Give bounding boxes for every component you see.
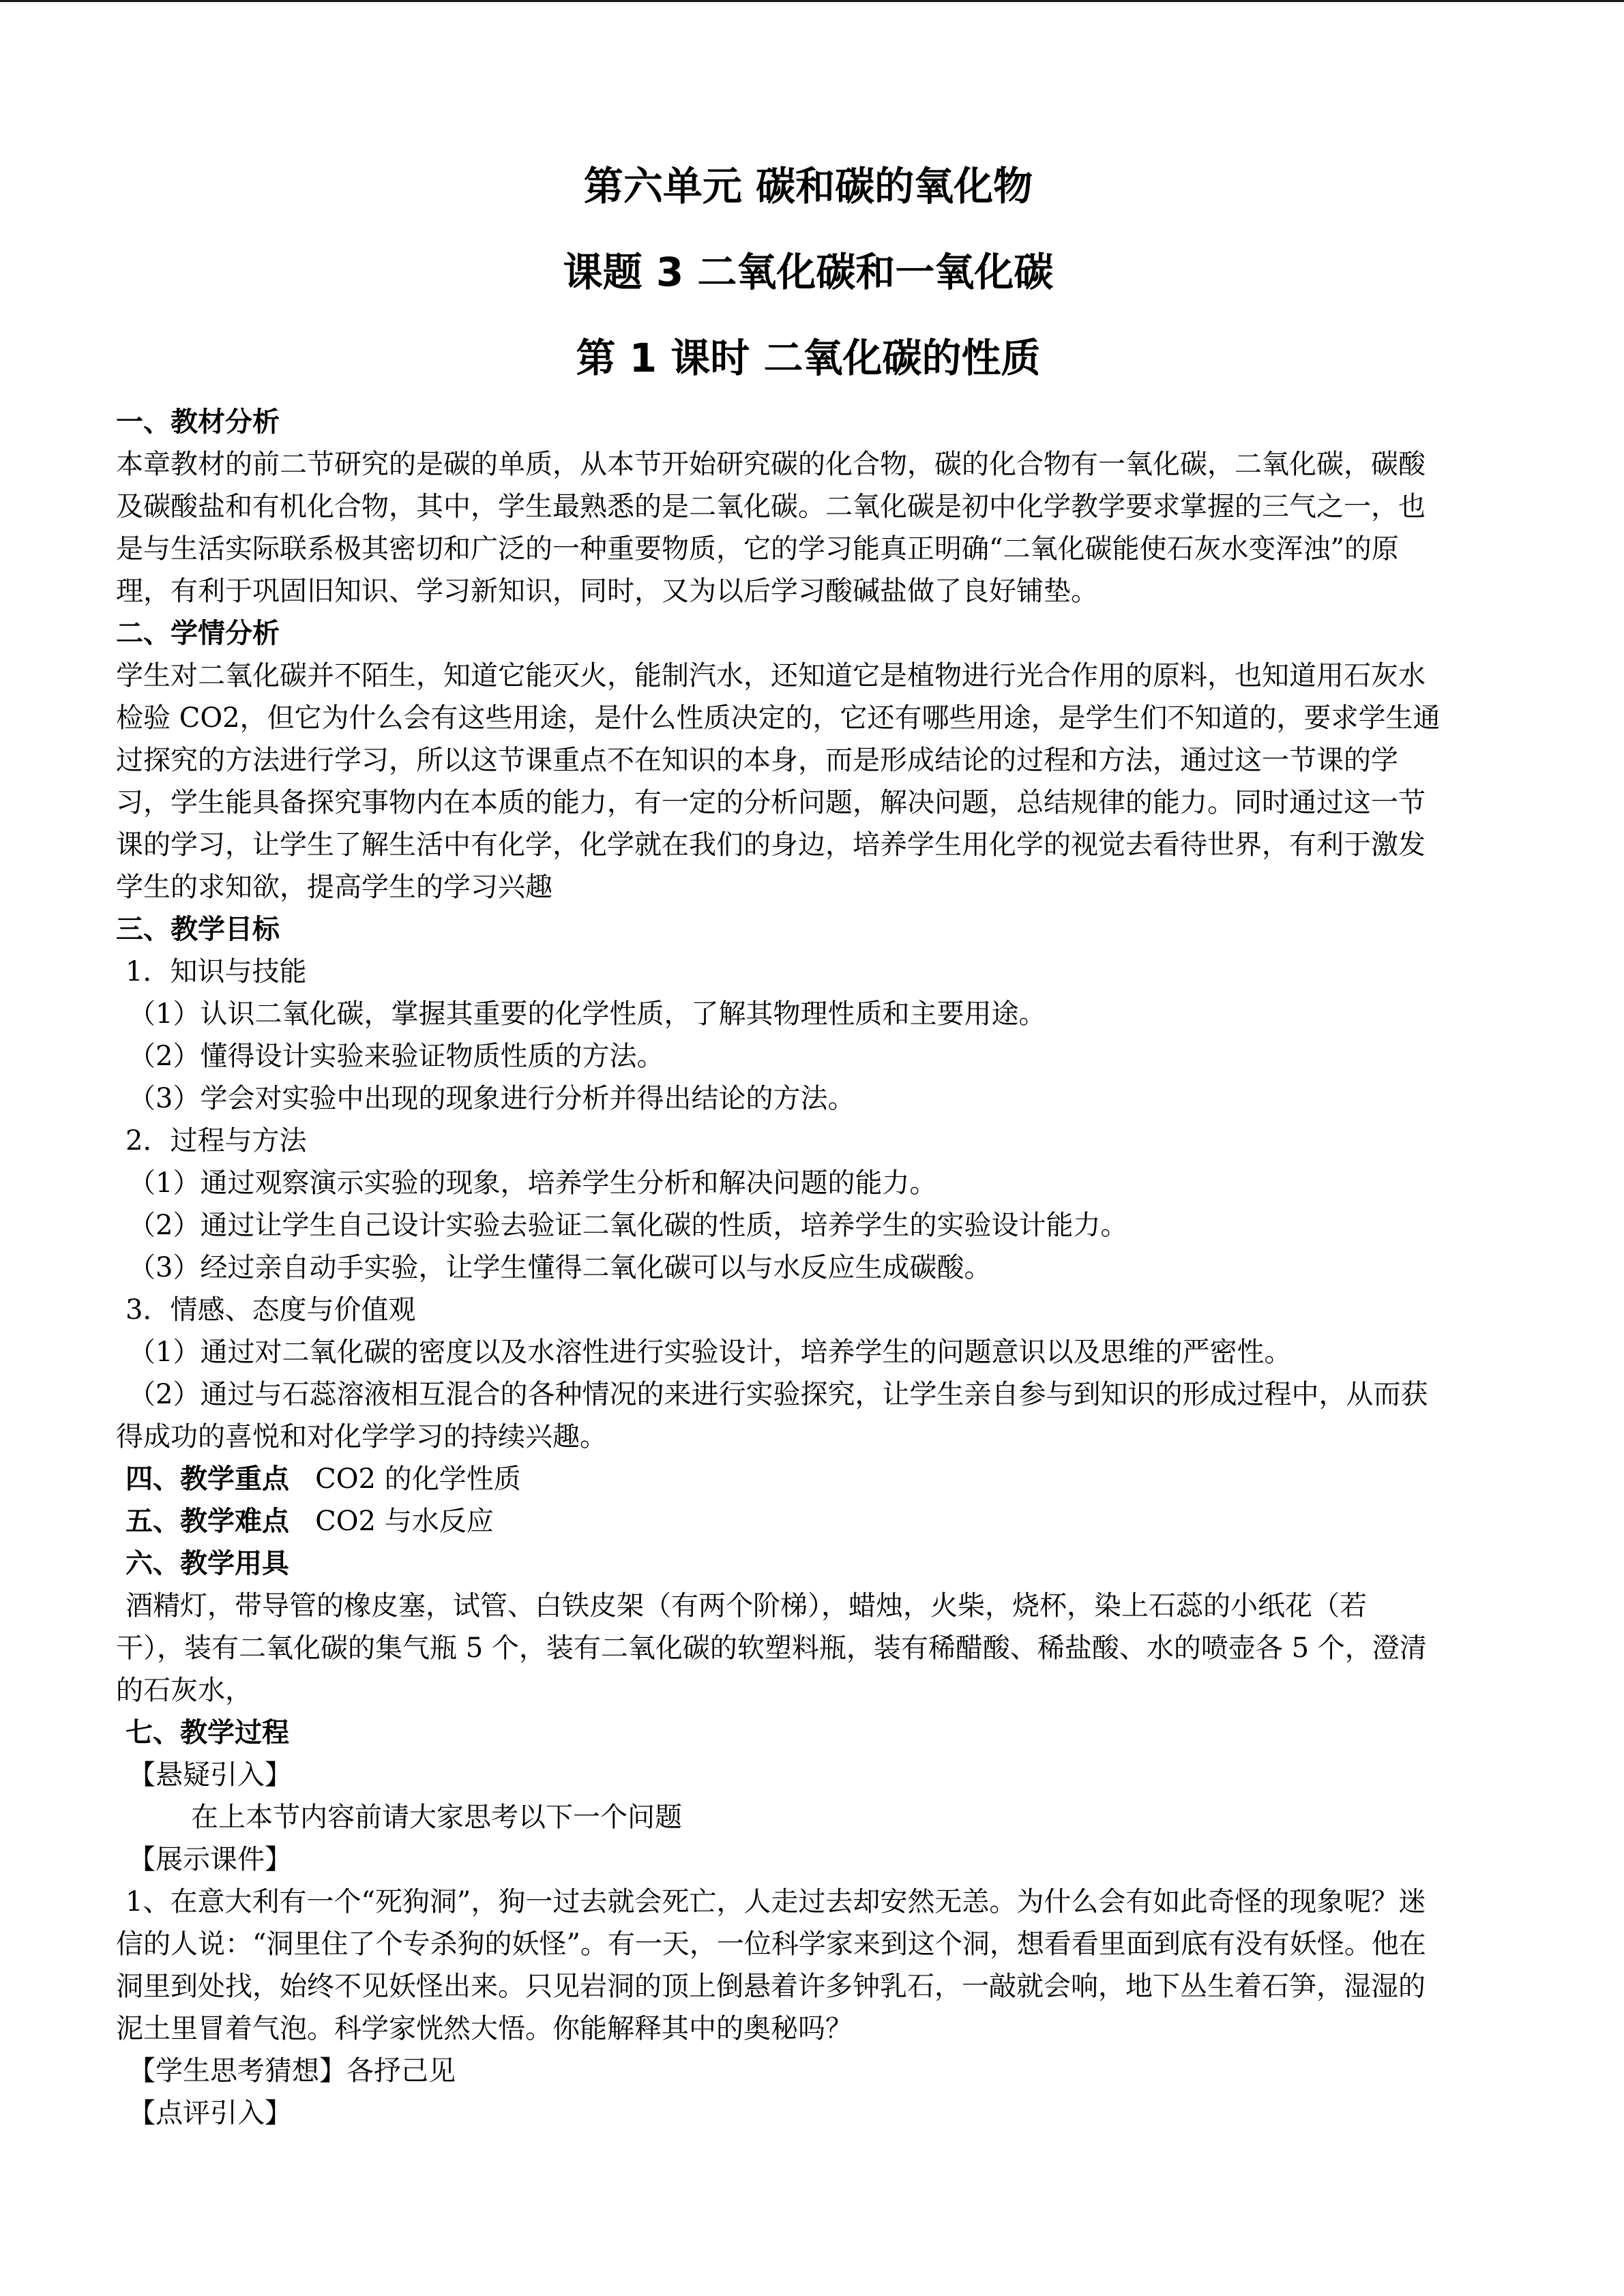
paragraph-line: 本章教材的前二节研究的是碳的单质，从本节开始研究碳的化合物，碳的化合物有一氧化碳，二氧化碳，碳酸 <box>116 449 1426 480</box>
paragraph-line: 理，有利于巩固旧知识、学习新知识，同时，又为以后学习酸碱盐做了良好铺垫。 <box>116 576 1098 607</box>
paragraph-line: 酒精灯，带导管的橡皮塞，试管、白铁皮架（有两个阶梯），蜡烛，火柴，烧杯，染上石蕊的小纸花（若 <box>126 1590 1367 1622</box>
process-step-label: 【悬疑引入】 <box>128 1759 292 1791</box>
process-step-text: 在上本节内容前请大家思考以下一个问题 <box>191 1802 682 1833</box>
goal-item: （1）认识二氧化碳，掌握其重要的化学性质，了解其物理性质和主要用途。 <box>128 998 1046 1030</box>
paragraph-line: 及碳酸盐和有机化合物，其中，学生最熟悉的是二氧化碳。二氧化碳是初中化学教学要求掌握的三气之一，也 <box>116 491 1426 522</box>
goal-item: （2）懂得设计实验来验证物质性质的方法。 <box>128 1041 664 1072</box>
process-step-label: 【展示课件】 <box>128 1844 292 1875</box>
section-heading-teaching-goals: 三、教学目标 <box>116 914 280 945</box>
paragraph-line: 1、在意大利有一个“死狗洞”，狗一过去就会死亡，人走过去却安然无恙。为什么会有如此奇怪的现象呢？迷 <box>126 1886 1426 1918</box>
difficulty-text: CO2 与水反应 <box>315 1506 494 1537</box>
goal-group-label: 2．过程与方法 <box>126 1125 307 1157</box>
goal-item: （3）学会对实验中出现的现象进行分析并得出结论的方法。 <box>128 1083 855 1114</box>
unit-title: 第六单元 碳和碳的氧化物 <box>583 163 1033 209</box>
paragraph-line: 过探究的方法进行学习，所以这节课重点不在知识的本身，而是形成结论的过程和方法，通过这一节课的学 <box>116 745 1398 776</box>
process-step-label: 【学生思考猜想】 <box>128 2055 346 2087</box>
goal-item: （1）通过对二氧化碳的密度以及水溶性进行实验设计，培养学生的问题意识以及思维的严密性。 <box>128 1337 1292 1368</box>
paragraph-line: 学生对二氧化碳并不陌生，知道它能灭火，能制汽水，还知道它是植物进行光合作用的原料，也知道用石灰水 <box>116 660 1426 691</box>
goal-item: （2）通过让学生自己设计实验去验证二氧化碳的性质，培养学生的实验设计能力。 <box>128 1210 1128 1241</box>
topic-title: 课题 3 二氧化碳和一氧化碳 <box>563 249 1054 295</box>
goal-item-continuation: 得成功的喜悦和对化学学习的持续兴趣。 <box>116 1421 607 1452</box>
section-heading-key-point: 四、教学重点 <box>126 1463 289 1495</box>
guess-row <box>116 2050 1501 2092</box>
key-point-row <box>116 1458 1501 1500</box>
document-page <box>116 143 1501 2134</box>
goal-group-label: 3．情感、态度与价值观 <box>126 1294 416 1326</box>
top-border-line <box>0 0 1624 2</box>
paragraph-line: 干），装有二氧化碳的集气瓶 5 个，装有二氧化碳的软塑料瓶，装有稀醋酸、稀盐酸、水的喷壶各 5 个，澄清 <box>116 1632 1427 1664</box>
paragraph-line: 检验 CO2，但它为什么会有这些用途，是什么性质决定的，它还有哪些用途，是学生们不知道的，要求学生通 <box>116 702 1441 734</box>
section-heading-teaching-tools: 六、教学用具 <box>126 1548 289 1579</box>
paragraph-line: 习，学生能具备探究事物内在本质的能力，有一定的分析问题，解决问题，总结规律的能力。同时通过这一节 <box>116 787 1426 818</box>
section-heading-student-analysis: 二、学情分析 <box>116 618 280 649</box>
section-heading-textbook-analysis: 一、教材分析 <box>116 406 280 438</box>
section-heading-teaching-process: 七、教学过程 <box>126 1717 289 1748</box>
key-point-text: CO2 的化学性质 <box>315 1463 521 1495</box>
goal-item: （1）通过观察演示实验的现象，培养学生分析和解决问题的能力。 <box>128 1167 937 1199</box>
goal-group-label: 1．知识与技能 <box>126 956 307 987</box>
paragraph-line: 学生的求知欲，提高学生的学习兴趣 <box>116 871 552 903</box>
process-step-text: 各抒己见 <box>346 2055 456 2087</box>
section-heading-difficulty: 五、教学难点 <box>126 1506 289 1537</box>
paragraph-line: 洞里到处找，始终不见妖怪出来。只见岩洞的顶上倒悬着许多钟乳石，一敲就会响，地下丛生着石笋，湿湿的 <box>116 1971 1426 2002</box>
paragraph-line: 泥土里冒着气泡。科学家恍然大悟。你能解释其中的奥秘吗？ <box>116 2013 853 2044</box>
paragraph-line: 是与生活实际联系极其密切和广泛的一种重要物质，它的学习能真正明确“二氧化碳能使石灰水变浑浊”的原 <box>116 533 1399 565</box>
paragraph-line: 课的学习，让学生了解生活中有化学，化学就在我们的身边，培养学生用化学的视觉去看待世界，有利于激发 <box>116 829 1426 861</box>
lesson-title: 第 1 课时 二氧化碳的性质 <box>576 335 1041 381</box>
difficulty-row <box>116 1500 1501 1542</box>
paragraph-line: 的石灰水， <box>116 1675 252 1706</box>
goal-item: （2）通过与石蕊溶液相互混合的各种情况的来进行实验探究，让学生亲自参与到知识的形成过程中，从而获 <box>128 1379 1428 1410</box>
goal-item: （3）经过亲自动手实验，让学生懂得二氧化碳可以与水反应生成碳酸。 <box>128 1252 992 1283</box>
paragraph-line: 信的人说：“洞里住了个专杀狗的妖怪”。有一天，一位科学家来到这个洞，想看看里面到底有没有妖怪。他在 <box>116 1928 1426 1960</box>
process-step-label: 【点评引入】 <box>128 2098 292 2129</box>
